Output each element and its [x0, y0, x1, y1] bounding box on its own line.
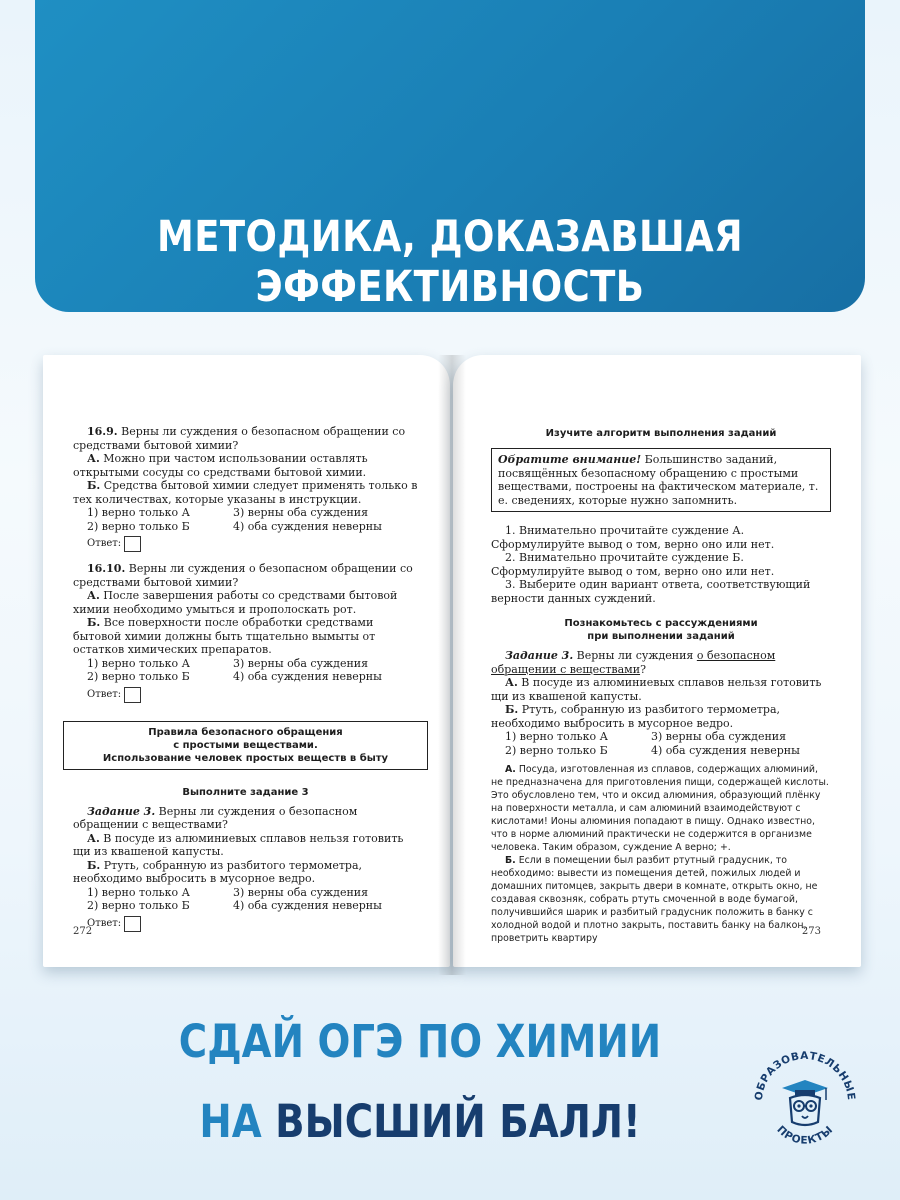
option-2: 2) верно только Б: [505, 743, 608, 757]
slogan-line-2: НА ВЫСШИЙ БАЛЛ!: [199, 1095, 641, 1148]
statement-b: Б. Все поверхности после обработки средствами бытовой химии должны быть тщательно вымыты от остатков химических препаратов.: [73, 616, 376, 656]
explanation-b: Б. Если в помещении был разбит ртутный градусник, то необходимо: вывести из помещения детей, пожилых людей и домашних питомцев, закрыть двери в комнате, открыть окно, не создавая сквозняк, собрать ртуть смоченной в воде бумагой, получившийся шарик и разбитый градусник положить в банку с холодной водой и плотно закрыть, поставить банку на балкон, проветрить квартиру: [491, 855, 818, 944]
answer-options: [73, 657, 418, 684]
answer-field: Ответ:: [73, 536, 418, 552]
right-page-content: [491, 427, 831, 945]
do-task-heading: Выполните задание 3: [182, 786, 309, 798]
top-banner: [35, 0, 865, 312]
answer-box[interactable]: [124, 536, 141, 552]
answer-field: Ответ:: [73, 687, 418, 703]
open-book: [43, 355, 861, 977]
statement-a: А. В посуде из алюминиевых сплавов нельзя готовить щи из квашеной капусты.: [491, 676, 822, 703]
option-3: 3) верны оба суждения: [233, 656, 369, 670]
page-number-right: 273: [801, 926, 821, 937]
option-2: 2) верно только Б: [87, 670, 190, 683]
option-4: 4) оба суждения неверны: [233, 670, 382, 683]
step-3: 3. Выберите один вариант ответа, соответствующий верности данных суждений.: [491, 578, 811, 605]
question-16-10: 16.10. Верны ли суждения о безопасном обращении со средствами бытовой химии?: [73, 562, 413, 589]
statement-a: А. После завершения работы со средствами бытовой химии необходимо умыться и прополоскать рот.: [73, 589, 398, 616]
option-1: 1) верно только А: [87, 656, 190, 670]
reasoning-heading: Познакомьтесь с рассуждениями при выполнении заданий: [564, 618, 758, 642]
answer-field: Ответ:: [73, 916, 418, 932]
option-3: 3) верны оба суждения: [651, 730, 787, 743]
task-3: Задание 3. Верны ли суждения о безопасном обращении с веществами?: [491, 649, 776, 676]
statement-b: Б. Ртуть, собранную из разбитого термометра, необходимо выбросить в мусорное ведро.: [491, 703, 781, 730]
statement-b: Б. Средства бытовой химии следует применять только в тех количествах, которые указаны в инструкции.: [73, 479, 418, 506]
algorithm-heading: Изучите алгоритм выполнения заданий: [545, 428, 777, 439]
left-page-content: [73, 425, 418, 932]
svg-text:ПРОЕКТЫ: ПРОЕКТЫ: [774, 1123, 836, 1147]
option-2: 2) верно только Б: [87, 519, 190, 533]
step-1: 1. Внимательно прочитайте суждение А. Сформулируйте вывод о том, верно оно или нет.: [491, 524, 775, 551]
option-4: 4) оба суждения неверны: [233, 899, 382, 912]
explanations: [491, 763, 831, 945]
answer-options: [73, 506, 418, 533]
explanation-a: А. Посуда, изготовленная из сплавов, содержащих алюминий, не предназначена для приготовления пищи, содержащей кислоты. Это обусловлено тем, что и оксид алюминия, образующий плёнку на поверхности металла, и сам алюминий взаимодействуют с кислотами! Ионы алюминия попадают в пищу. Однако известно, что в норме алюминий практически не содержится в организме человека. Таким образом, суждение А верно; +.: [491, 764, 829, 853]
book-gutter: [438, 355, 466, 975]
svg-text:ОБРАЗОВАТЕЛЬНЫЕ: ОБРАЗОВАТЕЛЬНЫЕ: [752, 1049, 858, 1102]
question-16-9: 16.9. Верны ли суждения о безопасном обращении со средствами бытовой химии?: [73, 425, 406, 452]
option-4: 4) оба суждения неверны: [233, 519, 382, 533]
option-4: 4) оба суждения неверны: [651, 743, 800, 757]
option-1: 1) верно только А: [505, 730, 608, 743]
option-2: 2) верно только Б: [87, 899, 190, 912]
answer-options: [73, 886, 418, 913]
statement-a: А. В посуде из алюминиевых сплавов нельзя готовить щи из квашеной капусты.: [73, 831, 404, 858]
attention-box: Обратите внимание! Большинство заданий, посвящённых безопасному обращению с простыми веществами, построены на фактическом материале, т. е. сведениях, которые нужно запомнить.: [491, 448, 831, 512]
answer-box[interactable]: [124, 687, 141, 703]
option-3: 3) верны оба суждения: [233, 885, 369, 899]
option-1: 1) верно только А: [87, 506, 190, 519]
owl-graduate-icon: [750, 1030, 860, 1170]
option-1: 1) верно только А: [87, 885, 190, 899]
rules-box: Правила безопасного обращения с простыми веществами. Использование человек простых веществ в быту: [63, 721, 428, 770]
answer-options: [491, 730, 831, 757]
right-page: [453, 355, 861, 967]
publisher-logo: [750, 1030, 860, 1170]
statement-b: Б. Ртуть, собранную из разбитого термометра, необходимо выбросить в мусорное ведро.: [73, 858, 363, 885]
page-number-left: 272: [73, 926, 93, 937]
task-3: Задание 3. Верны ли суждения о безопасном обращении с веществами?: [73, 804, 358, 831]
option-3: 3) верны оба суждения: [233, 506, 369, 519]
left-page: [43, 355, 450, 967]
slogan-line-1: СДАЙ ОГЭ ПО ХИМИИ: [178, 1015, 662, 1068]
answer-box[interactable]: [124, 916, 141, 932]
banner-title: МЕТОДИКА, ДОКАЗАВШАЯ ЭФФЕКТИВНОСТЬ: [156, 212, 744, 312]
statement-a: А. Можно при частом использовании оставлять открытыми сосуды со средствами бытовой химии.: [73, 452, 368, 479]
step-2: 2. Внимательно прочитайте суждение Б. Сформулируйте вывод о том, верно оно или нет.: [491, 551, 775, 578]
